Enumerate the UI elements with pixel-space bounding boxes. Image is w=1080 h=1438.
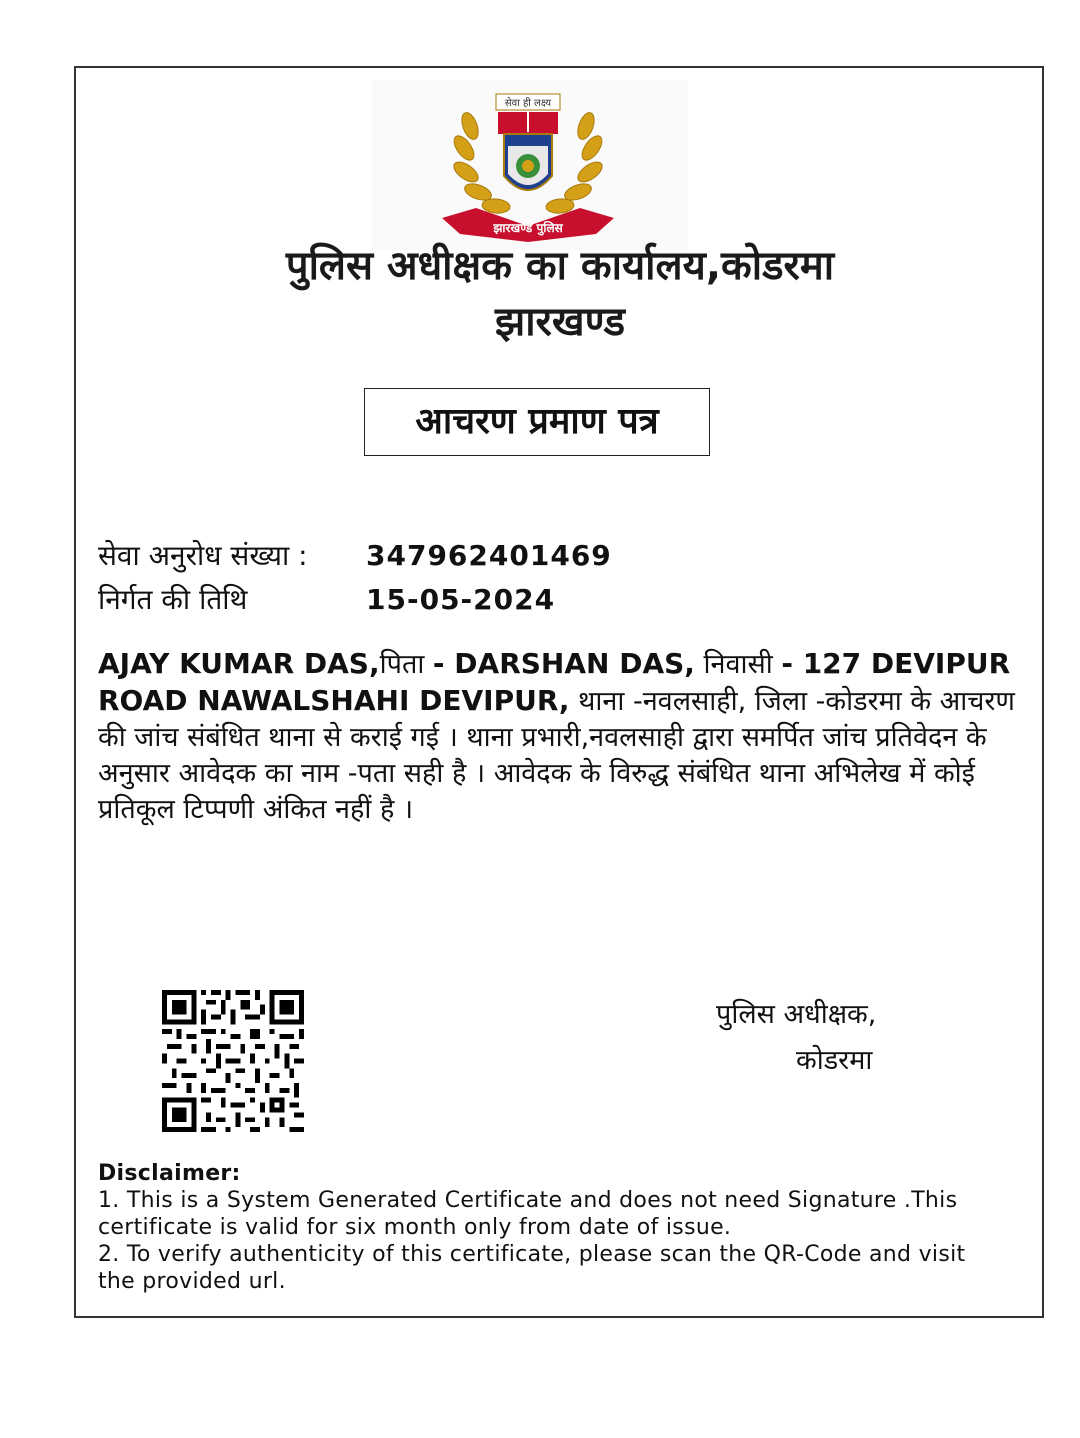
father-name: - DARSHAN DAS,: [432, 647, 695, 680]
issue-date-row: [98, 580, 555, 620]
signatory-block: [716, 992, 876, 1084]
office-heading: [80, 238, 1040, 350]
certificate-title: आचरण प्रमाण पत्र: [364, 388, 710, 456]
certificate-body: [98, 646, 1033, 828]
request-number-label: सेवा अनुरोध संख्या :: [98, 539, 308, 572]
applicant-name: AJAY KUMAR DAS,: [98, 647, 380, 680]
disclaimer-heading: Disclaimer:: [98, 1161, 241, 1186]
disclaimer-point-2: 2. To verify authenticity of this certificate, please scan the QR-Code and visit the provided url.: [98, 1242, 966, 1294]
svg-text:झारखण्ड पुलिस: झारखण्ड पुलिस: [493, 221, 563, 235]
request-number-row: [98, 536, 612, 576]
svg-text:सेवा ही लक्ष्य: सेवा ही लक्ष्य: [504, 98, 552, 109]
state-name: झारखण्ड: [494, 299, 626, 345]
disclaimer-point-1: 1. This is a System Generated Certificate and does not need Signature .This certificate is valid for six month only from date of issue.: [98, 1188, 958, 1240]
resident-label: निवासी: [694, 649, 782, 680]
qr-code[interactable]: [162, 990, 304, 1132]
verification-text: थाना -नवलसाही, जिला -कोडरमा के आचरण की जांच संबंधित थाना से कराई गई । थाना प्रभारी,नवलसाही द्वारा समर्पित जांच प्रतिवेदन के अनुसार आवेदक का नाम -पता सही है । आवेदक के विरुद्ध संबंधित थाना अभिलेख में कोई प्रतिकूल टिप्पणी अंकित नहीं है ।: [98, 686, 1015, 825]
issue-date-label: निर्गत की तिथि: [98, 583, 248, 616]
father-label: पिता: [379, 649, 433, 680]
signatory-place: कोडरमा: [796, 1045, 873, 1076]
office-name: पुलिस अधीक्षक का कार्यालय,कोडरमा: [285, 243, 835, 289]
signatory-designation: पुलिस अधीक्षक,: [716, 999, 877, 1030]
disclaimer-section: [98, 1160, 998, 1295]
request-number-value: 347962401469: [366, 539, 612, 572]
applicant-address: - 127 DEVIPUR ROAD NAWALSHAHI DEVIPUR,: [98, 647, 1011, 717]
jharkhand-police-emblem: [436, 86, 620, 250]
issue-date-value: 15-05-2024: [366, 583, 556, 616]
